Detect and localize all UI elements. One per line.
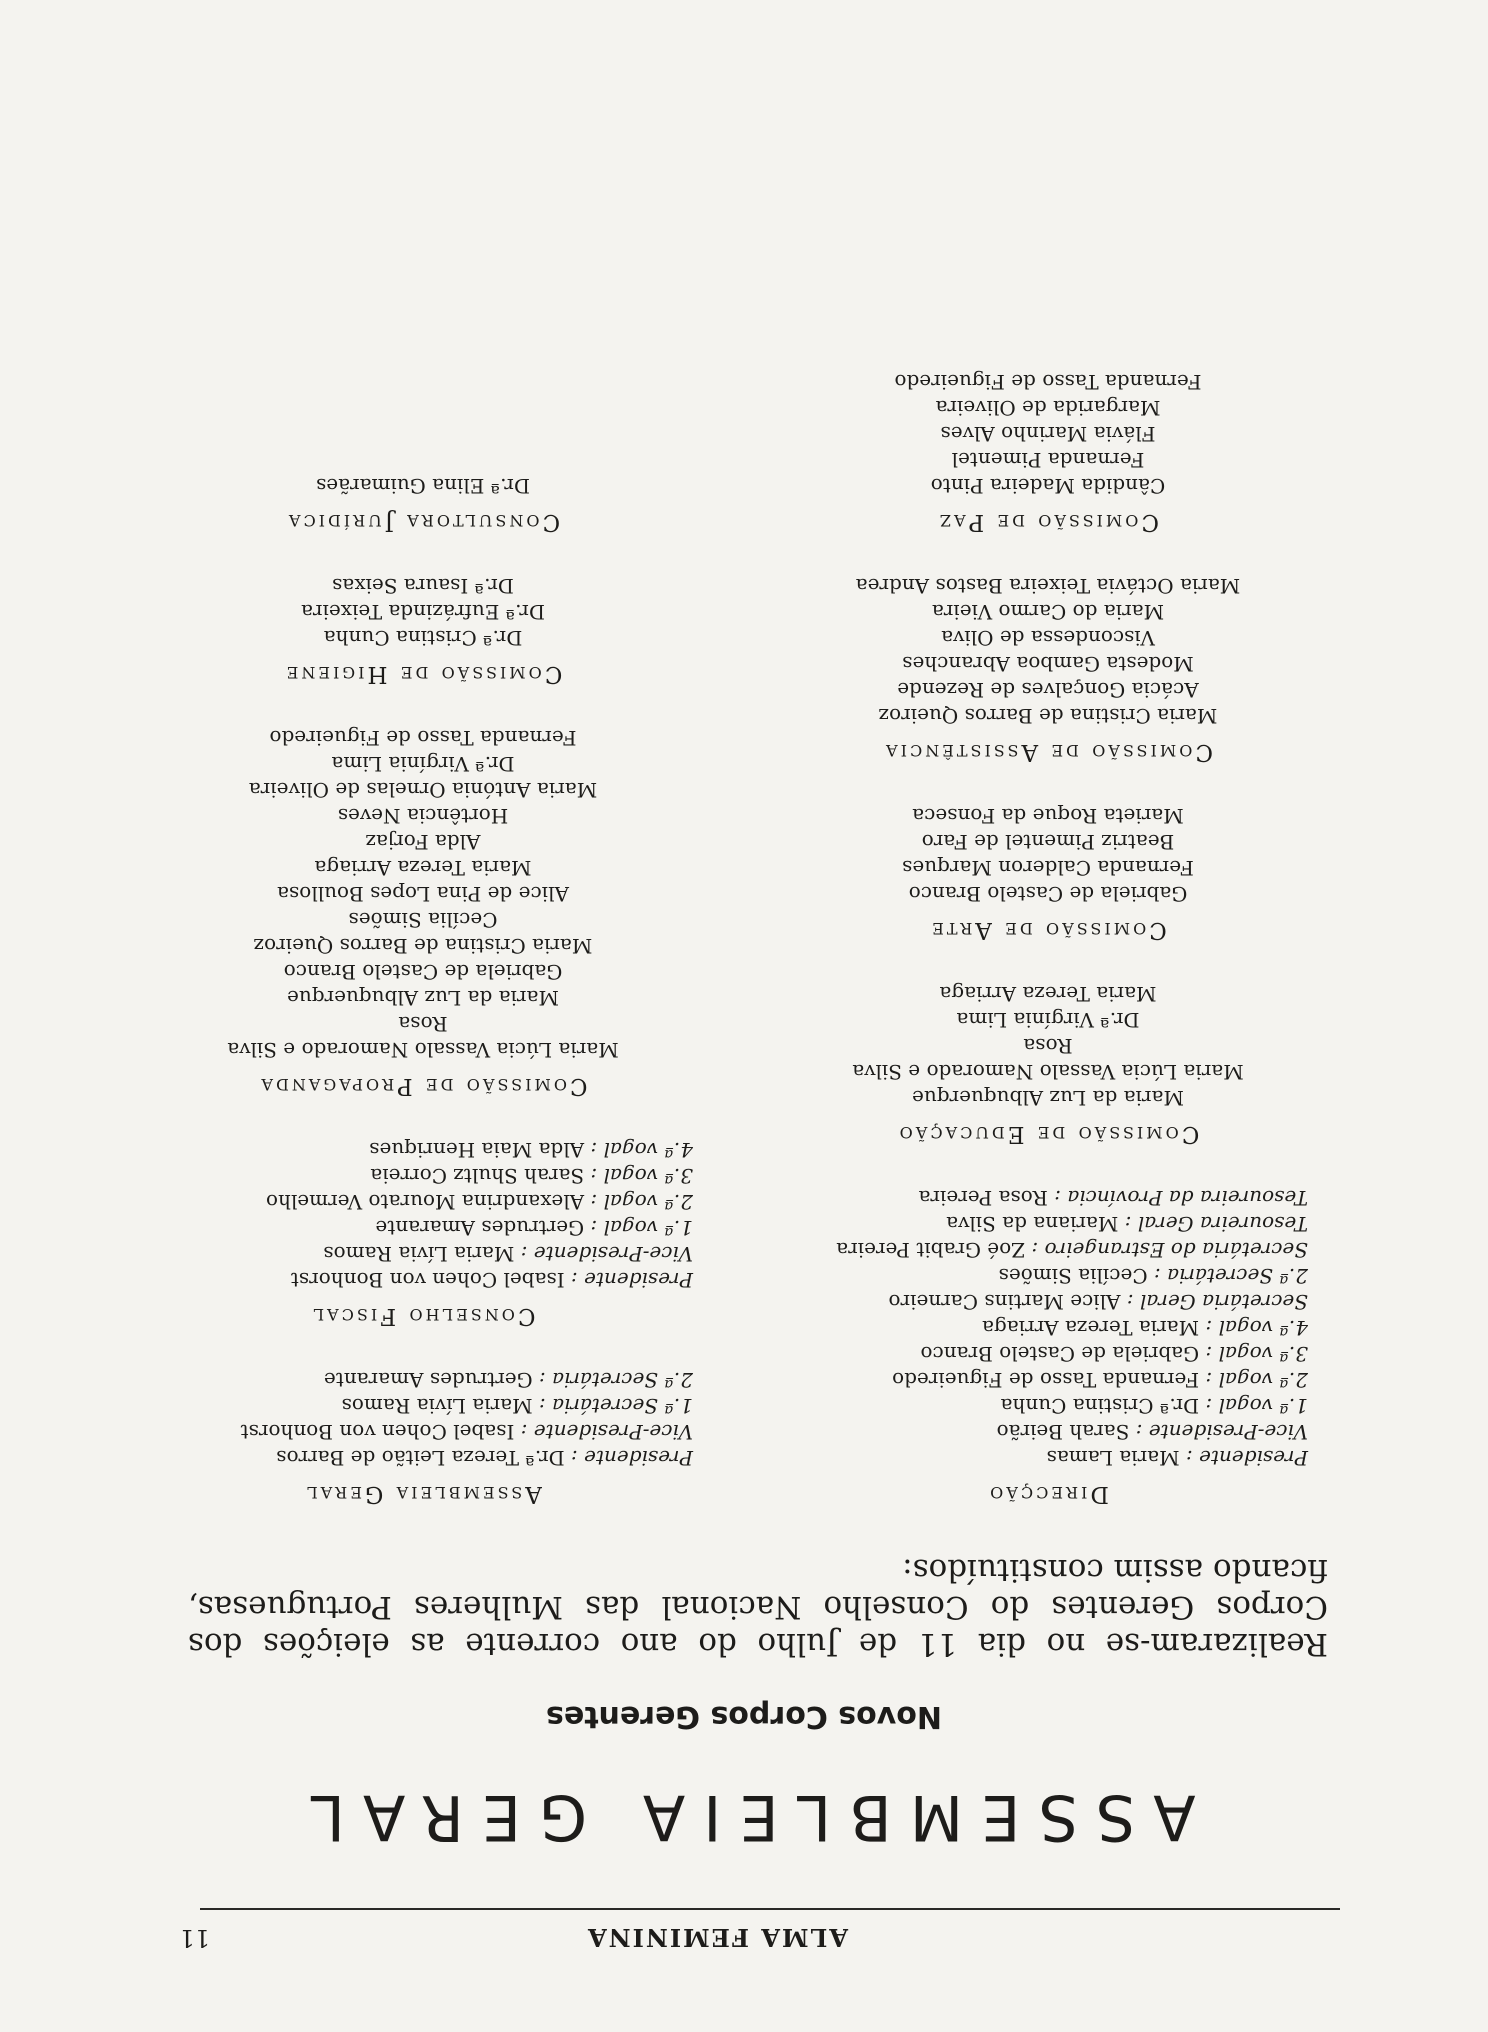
right-column — [113, 435, 733, 1507]
member-line — [748, 1341, 1348, 1367]
role-label: 2.ª vogal : — [584, 1190, 693, 1214]
intro-paragraph: Realizaram-se no dia 11 de Julho do ano corrente as eleições dos Corpos Gerentes do Conselho Nacional das Mulheres Portuguesas, ficando assim constituídos: — [188, 1552, 1328, 1662]
section-heading: Conselho Fiscal — [310, 1303, 536, 1329]
section-direccao — [748, 1155, 1348, 1507]
member-line: Margarida de Oliveira — [935, 396, 1161, 420]
section-higiene — [113, 543, 733, 687]
section-juridica — [113, 443, 733, 535]
section-heading: Assembleia Geral — [304, 1481, 542, 1507]
section-gap — [113, 695, 733, 725]
member-name: Maria Lívia Ramos — [341, 1394, 533, 1418]
role-label: Presidente : — [564, 1268, 693, 1292]
section-heading: Comissão de Arte — [929, 917, 1167, 943]
member-line: Flávia Marinho Alves — [940, 422, 1156, 446]
member-line: Cecília Simões — [348, 908, 498, 932]
member-line: Dr.ª Eufrázinda Teixeira — [301, 600, 545, 624]
member-line: Maria da Luz Albuquerque — [287, 986, 559, 1010]
member-line: Rosa — [398, 1012, 448, 1036]
role-label: Secretária do Estrangeiro : — [1025, 1238, 1308, 1262]
section-assembleia — [113, 1337, 733, 1507]
member-line: Maria Lúcia Vassalo Namorado e Silva — [227, 1038, 619, 1062]
section-heading: Comissão de Educação — [896, 1121, 1200, 1147]
member-name: Alda Maia Henriques — [369, 1138, 585, 1162]
member-line — [748, 1185, 1348, 1211]
page-title: ASSEMBLEIA GERAL — [292, 1781, 1196, 1854]
section-gap — [113, 1337, 733, 1367]
role-label: 1.ª Secretária : — [532, 1394, 693, 1418]
member-line — [748, 1211, 1348, 1237]
role-label: Vice-Presidente : — [514, 1242, 693, 1266]
section-heading: Comissão de Propaganda — [258, 1073, 588, 1099]
member-line: Dr.ª Isaura Seixas — [332, 574, 514, 598]
role-label: 1.ª vogal : — [584, 1216, 693, 1240]
member-line: Maria Antónia Ornelas de Oliveira — [248, 778, 598, 802]
section-gap — [748, 773, 1348, 803]
member-line: Acácia Gonçalves de Rezende — [897, 678, 1199, 702]
section-heading: Consultora Jurídica — [285, 509, 561, 535]
section-gap — [113, 1107, 733, 1137]
member-line — [113, 1445, 733, 1471]
member-line: Maria Lúcia Vassalo Namorado e Silva — [852, 1060, 1244, 1084]
member-line — [113, 1267, 733, 1293]
member-line: Fernanda Calderon Marques — [902, 856, 1194, 880]
role-label: 2.ª vogal : — [1199, 1368, 1308, 1392]
section-educacao — [748, 951, 1348, 1147]
member-line: Fernanda Tasso de Figueiredo — [269, 726, 577, 750]
section-gap — [748, 1155, 1348, 1185]
member-line: Beatriz Pimentel de Faro — [921, 830, 1175, 854]
section-paz — [748, 339, 1348, 535]
member-line: Maria Tereza Arriaga — [314, 856, 532, 880]
member-line: Gabriela de Castelo Branco — [283, 960, 563, 984]
member-line: Fernanda Pimentel — [951, 448, 1145, 472]
member-name: Dr.ª Tereza Leitão de Barros — [276, 1446, 565, 1470]
member-name: Gabriela de Castelo Branco — [920, 1342, 1200, 1366]
section-assistencia — [748, 543, 1348, 765]
member-line — [113, 1215, 733, 1241]
member-line — [113, 1419, 733, 1445]
member-line: Modesta Gamboa Abranches — [902, 652, 1194, 676]
member-line: Viscondessa de Oliva — [941, 626, 1155, 650]
section-gap — [748, 951, 1348, 981]
role-label: Vice-Presidente : — [514, 1420, 693, 1444]
role-label: 4.ª vogal : — [584, 1138, 693, 1162]
member-name: Zoé Grabit Pereira — [836, 1238, 1026, 1262]
member-line: Dr.ª Virgínia Lima — [956, 1008, 1140, 1032]
member-name: Mariana da Silva — [946, 1212, 1119, 1236]
member-name: Gertrudes Amarante — [323, 1368, 533, 1392]
member-name: Maria Tereza Arriaga — [982, 1316, 1200, 1340]
member-name: Gertrudes Amarante — [375, 1216, 585, 1240]
member-line — [748, 1237, 1348, 1263]
role-label: 1.ª vogal : — [1199, 1394, 1308, 1418]
section-gap — [113, 543, 733, 573]
member-line — [113, 1241, 733, 1267]
member-name: Maria Lívia Ramos — [323, 1242, 515, 1266]
role-label: 2.ª Secretária : — [1147, 1264, 1308, 1288]
role-label: Tesoureira Geral : — [1118, 1212, 1308, 1236]
member-name: Dr.ª Cristina Cunha — [1000, 1394, 1200, 1418]
member-line — [113, 1163, 733, 1189]
member-name: Sarah Beirão — [996, 1420, 1130, 1444]
header-rule — [200, 1908, 1340, 1910]
member-line: Gabriela de Castelo Branco — [908, 882, 1188, 906]
member-name: Isabel Cohen von Bonhorst — [290, 1268, 565, 1292]
section-heading: Comissão de Paz — [937, 509, 1160, 535]
member-line: Alice de Pina Lopes Boullosa — [277, 882, 569, 906]
member-name: Maria Lamas — [1046, 1446, 1180, 1470]
member-name: Isabel Cohen von Bonhorst — [240, 1420, 515, 1444]
member-line — [748, 1419, 1348, 1445]
member-line — [113, 1367, 733, 1393]
member-name: Alexandrina Mourato Vermelho — [266, 1190, 585, 1214]
left-column — [748, 331, 1348, 1507]
publication-name: ALMA FEMININA — [586, 1923, 848, 1952]
member-line: Dr.ª Virgínia Lima — [331, 752, 515, 776]
section-gap — [748, 339, 1348, 369]
member-line: Maria da Luz Albuquerque — [912, 1086, 1184, 1110]
member-line: Maria do Carmo Vieira — [931, 600, 1165, 624]
role-label: 3.ª vogal : — [1199, 1342, 1308, 1366]
member-line: Dr.ª Cristina Cunha — [323, 626, 523, 650]
role-label: Tesoureira da Província : — [1047, 1186, 1308, 1210]
member-line — [113, 1189, 733, 1215]
member-line: Maria Cristina de Barros Queiroz — [253, 934, 593, 958]
running-header — [0, 1912, 1488, 1952]
member-line — [113, 1137, 733, 1163]
role-label: Vice-Presidente : — [1129, 1420, 1308, 1444]
section-arte — [748, 773, 1348, 943]
member-name: Rosa Pereira — [918, 1186, 1048, 1210]
member-line: Hortência Neves — [337, 804, 509, 828]
section-heading: Comissão de Higiene — [283, 661, 563, 687]
member-name: Cecília Simões — [998, 1264, 1148, 1288]
section-propaganda — [113, 695, 733, 1099]
section-fiscal — [113, 1107, 733, 1329]
role-label: 3.ª vogal : — [584, 1164, 693, 1188]
member-line: Maria Tereza Arriaga — [939, 982, 1157, 1006]
section-heading: Direcção — [987, 1481, 1109, 1507]
member-line: Alda Forjaz — [365, 830, 481, 854]
member-line — [748, 1367, 1348, 1393]
member-line: Maria Octávia Teixeira Bastos Andrea — [855, 574, 1241, 598]
member-line — [748, 1445, 1348, 1471]
member-line: Marieta Roque da Fonseca — [912, 804, 1184, 828]
section-gap — [748, 543, 1348, 573]
role-label: 2.ª Secretária : — [532, 1368, 693, 1392]
page-number: 11 — [179, 1924, 210, 1952]
member-line — [113, 1393, 733, 1419]
section-heading: Comissão de Assistência — [883, 739, 1213, 765]
member-name: Alice Martins Carneiro — [888, 1290, 1121, 1314]
page-subtitle: Novos Corpos Gerentes — [546, 1699, 943, 1734]
member-line — [748, 1289, 1348, 1315]
member-name: Fernanda Tasso de Figueiredo — [892, 1368, 1200, 1392]
member-line: Fernanda Tasso de Figueiredo — [894, 370, 1202, 394]
role-label: Secretária Geral : — [1120, 1290, 1308, 1314]
role-label: Presidente : — [564, 1446, 693, 1470]
member-line — [748, 1263, 1348, 1289]
member-line: Cândida Madeira Pinto — [930, 474, 1166, 498]
member-line: Maria Cristina de Barros Queiroz — [878, 704, 1218, 728]
member-line: Dr.ª Elina Guimarães — [316, 474, 530, 498]
member-line — [748, 1315, 1348, 1341]
role-label: Presidente : — [1179, 1446, 1308, 1470]
member-line: Rosa — [1023, 1034, 1073, 1058]
member-line — [748, 1393, 1348, 1419]
member-name: Sarah Shultz Correia — [370, 1164, 585, 1188]
role-label: 4.ª vogal : — [1199, 1316, 1308, 1340]
section-gap — [113, 443, 733, 473]
